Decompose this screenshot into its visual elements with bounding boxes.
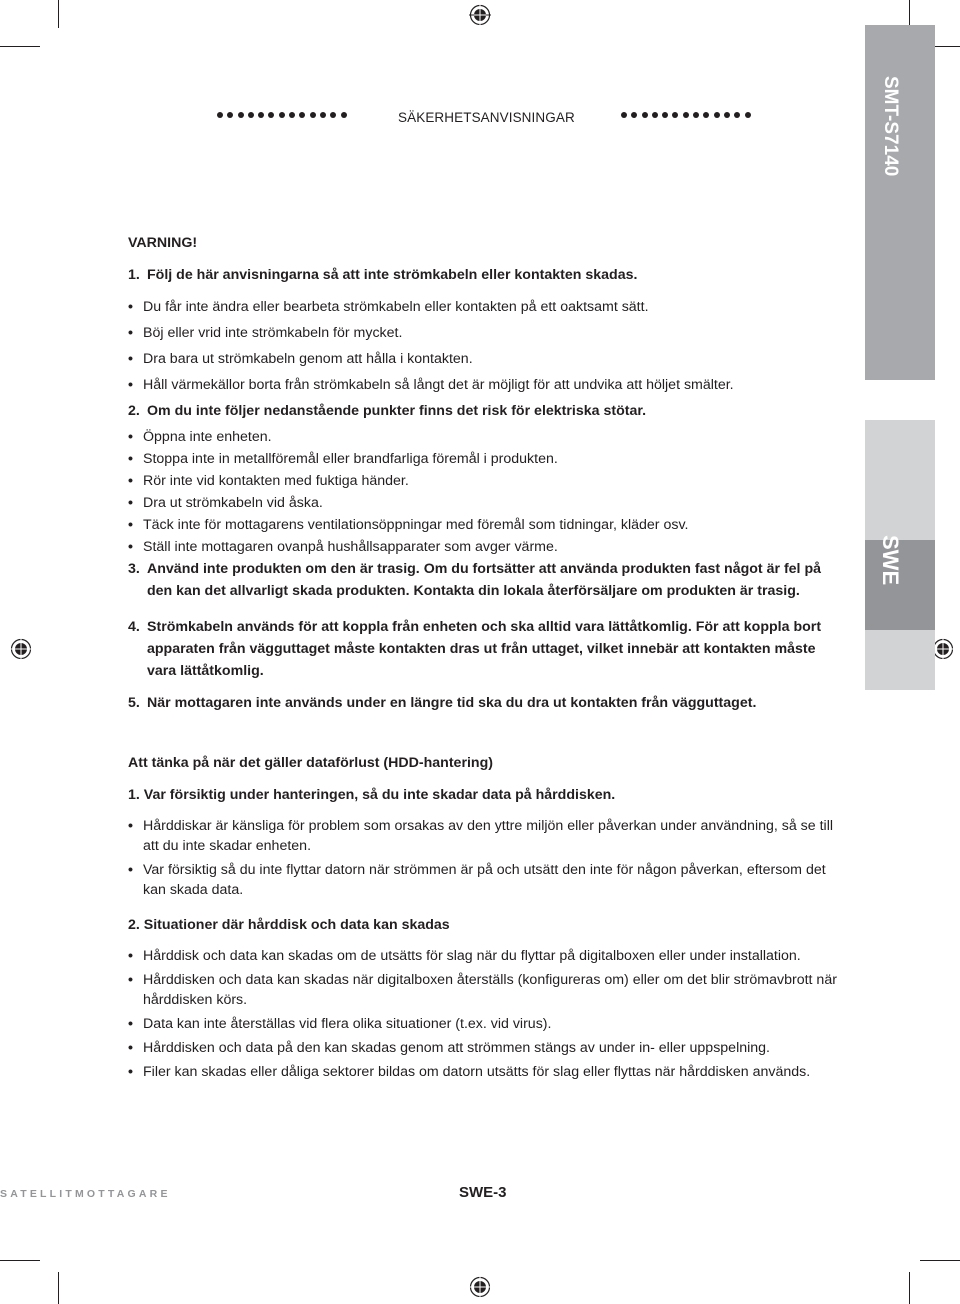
- crop-mark: [909, 0, 910, 28]
- item-number: 3.: [128, 561, 140, 577]
- crop-mark: [0, 1260, 40, 1261]
- item-number: 2.: [128, 403, 140, 419]
- list-item: • Dra bara ut strömkabeln genom att hålla i kontakten.: [128, 348, 848, 370]
- model-code: SMT-S7140: [880, 76, 901, 177]
- list-item: • Öppna inte enheten.: [128, 426, 848, 448]
- crop-mark: [909, 1272, 910, 1304]
- item-text: Följ de här anvisningarna så att inte strömkabeln eller kontakten skadas.: [147, 267, 638, 283]
- crop-mark: [920, 1260, 960, 1261]
- item-text: Använd inte produkten om den är trasig. Om du fortsätter att använda produkten fast något är fel på den kan det allvarligt skada produkten. Kontakta din lokala återförsäljare om produkten är trasig.: [147, 561, 821, 599]
- list-item: • Du får inte ändra eller bearbeta strömkabeln eller kontakten på ett oaktsamt sätt.: [128, 296, 848, 318]
- crop-mark: [58, 0, 59, 28]
- warning-item-3: [128, 558, 848, 602]
- item-number: 4.: [128, 619, 140, 635]
- list-item: • Stoppa inte in metallföremål eller brandfarliga föremål i produkten.: [128, 448, 848, 470]
- warning-item-2-bullets: [128, 426, 848, 558]
- dot-divider-left: [217, 112, 347, 120]
- list-item: • Böj eller vrid inte strömkabeln för mycket.: [128, 322, 848, 344]
- hdd-item-2-bullets: [128, 946, 848, 1082]
- item-text: Strömkabeln används för att koppla från enheten och ska alltid vara lättåtkomlig. För att koppla bort apparaten från vägguttaget måste kontakten dras ut från uttaget, vilket innebär att kontakten måste vara lättåtkomlig.: [147, 619, 822, 679]
- hdd-item-1-bullets: [128, 816, 848, 900]
- warning-heading: VARNING!: [128, 235, 198, 251]
- list-item: • Hårddisk och data kan skadas om de utsätts för slag när du flyttar på digitalboxen eller under installation.: [128, 946, 848, 966]
- item-number: 5.: [128, 695, 140, 711]
- list-item: • Rör inte vid kontakten med fuktiga händer.: [128, 470, 848, 492]
- warning-item-4: [128, 616, 848, 682]
- warning-item-2: [128, 400, 848, 422]
- registration-mark-icon: [469, 4, 491, 26]
- item-number: 1.: [128, 267, 140, 283]
- list-item: • Hårddiskar är känsliga för problem som orsakas av den yttre miljön eller påverkan under användning, så se till att du inte skadar enheten.: [128, 816, 848, 856]
- dot-divider-right: [621, 112, 751, 120]
- section-header: [0, 109, 960, 129]
- registration-mark-icon: [932, 638, 954, 660]
- item-text: Om du inte följer nedanstående punkter finns det risk för elektriska stötar.: [147, 403, 647, 419]
- list-item: • Data kan inte återställas vid flera olika situationer (t.ex. vid virus).: [128, 1014, 848, 1034]
- list-item: • Dra ut strömkabeln vid åska.: [128, 492, 848, 514]
- list-item: • Hårddisken och data kan skadas när digitalboxen återställs (konfigureras om) eller om det blir strömavbrott när hårddisken körs.: [128, 970, 848, 1010]
- page-number: SWE-3: [459, 1184, 507, 1201]
- warning-item-1: [128, 264, 848, 286]
- item-text: När mottagaren inte används under en längre tid ska du dra ut kontakten från vägguttaget.: [147, 695, 757, 711]
- warning-item-5: [128, 692, 848, 714]
- list-item: • Ställ inte mottagaren ovanpå hushållsapparater som avger värme.: [128, 536, 848, 558]
- list-item: • Filer kan skadas eller dåliga sektorer bildas om datorn utsätts för slag eller flyttas när hårddisken används.: [128, 1062, 848, 1082]
- footer-brand: SATELLITMOTTAGARE: [0, 1188, 171, 1200]
- list-item: • Hårddisken och data på den kan skadas genom att strömmen stängs av under in- eller uppspelning.: [128, 1038, 848, 1058]
- warning-item-1-bullets: [128, 296, 848, 396]
- list-item: • Var försiktig så du inte flyttar datorn när strömmen är på och utsätt den inte för någon påverkan, eftersom det kan skada data.: [128, 860, 848, 900]
- hdd-item-2: 2. Situationer där hårddisk och data kan skadas: [128, 917, 450, 933]
- language-code: SWE: [878, 535, 903, 586]
- registration-mark-icon: [469, 1276, 491, 1298]
- list-item: • Täck inte för mottagarens ventilationsöppningar med föremål som tidningar, kläder osv.: [128, 514, 848, 536]
- hdd-heading: Att tänka på när det gäller dataförlust (HDD-hantering): [128, 755, 493, 771]
- hdd-item-1: 1. Var försiktig under hanteringen, så du inte skadar data på hårddisken.: [128, 787, 616, 803]
- list-item: • Håll värmekällor borta från strömkabeln så långt det är möjligt för att undvika att höljet smälter.: [128, 374, 848, 396]
- registration-mark-icon: [10, 638, 32, 660]
- document-body: [128, 232, 848, 1082]
- crop-mark: [0, 46, 40, 47]
- header-title: SÄKERHETSANVISNINGAR: [398, 110, 575, 125]
- crop-mark: [58, 1272, 59, 1304]
